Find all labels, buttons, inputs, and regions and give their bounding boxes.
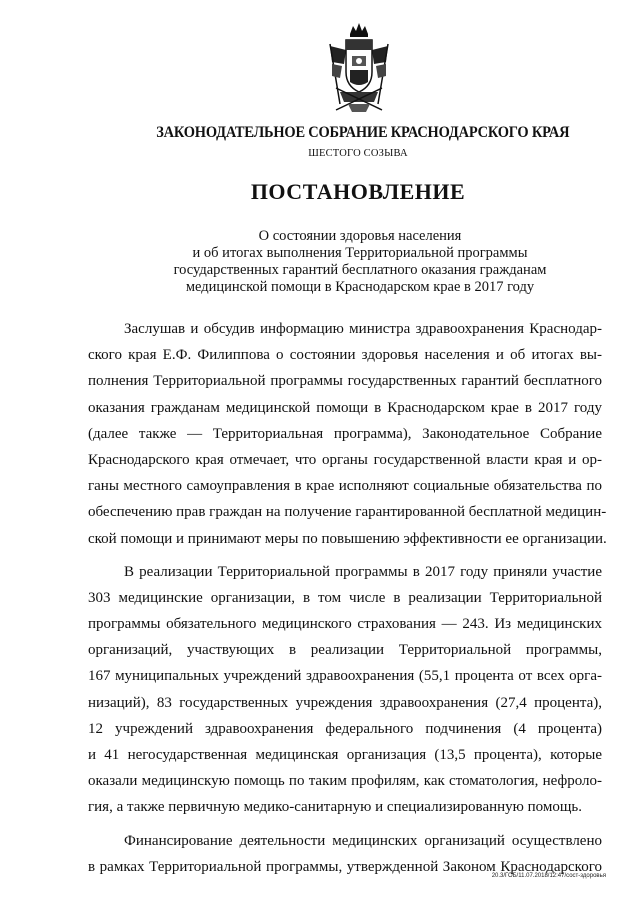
resolution-subject [40,228,640,296]
body-line: полнения Территориальной программы государственных гарантий бесплатного [88,373,602,390]
body-line: ского края Е.Ф. Филиппова о состоянии здоровья населения и об итогах вы- [88,347,602,364]
convocation-label: ШЕСТОГО СОЗЫВА [308,148,408,159]
document-type-heading: ПОСТАНОВЛЕНИЕ [250,179,466,204]
body-line: оказания гражданам медицинской помощи в Краснодарском крае в 2017 году [88,399,602,416]
body-line: Заслушав и обсудив информацию министра здравоохранения Краснодар- [124,321,602,337]
body-line: 167 муниципальных учреждений здравоохранения (55,1 процента от всех орга- [88,668,602,685]
subject-line: О состоянии здоровья населения [258,228,462,244]
krasnodar-krai-coat-of-arms-icon [326,20,392,116]
body-paragraph [88,559,602,821]
body-line: 303 медицинские организации, в том числе в реализации Территориальной [88,589,602,606]
body-line: В реализации Территориальной программы в 2017 году приняли участие [124,563,602,580]
body-line: в рамках Территориальной программы, утвержденной Законом Краснодарского [88,858,602,875]
body-line: ганы местного самоуправления в крае исполняют социальные обязательства по [88,478,602,495]
body-line: программы обязательного медицинского страхования — 243. Из медицинских [88,616,602,633]
body-line: организаций, участвующих в реализации Территориальной программы, [88,642,602,659]
body-line: Краснодарского края отмечает, что органы государственной власти края и ор- [88,451,602,468]
body-line: 12 учреждений здравоохранения федерального подчинения (4 процента) [88,720,602,737]
resolution-body [88,316,607,880]
body-paragraph [88,316,607,552]
body-line: ской помощи и принимают меры по повышению эффективности ее организации. [88,530,607,547]
body-line: и 41 негосударственная медицинская организация (13,5 процента), которые [88,747,602,763]
subject-line: и об итогах выполнения Территориальной программы [192,245,528,261]
body-line: низаций), 83 государственных учреждения здравоохранения (27,4 процента), [88,694,602,711]
body-line: обеспечению прав граждан на получение гарантированной бесплатной медицин- [88,504,607,521]
subject-line: государственных гарантий бесплатного оказания гражданам [173,262,547,278]
organization-title: ЗАКОНОДАТЕЛЬНОЕ СОБРАНИЕ КРАСНОДАРСКОГО КРАЯ [156,124,570,141]
body-line: гия, а также первичную медико-санитарную и специализированную помощь. [88,799,582,816]
subject-line: медицинской помощи в Краснодарском крае в 2017 году [185,279,535,295]
file-reference-footer: 20.3/ГОБ/11.07.2018/12:47/сост-здоровья [491,873,606,879]
body-line: (далее также — Территориальная программа), Законодательное Собрание [88,425,602,442]
body-line: Финансирование деятельности медицинских организаций осуществлено [124,832,602,849]
body-line: оказали медицинскую помощь по таким профилям, как стоматология, нефроло- [88,773,602,790]
